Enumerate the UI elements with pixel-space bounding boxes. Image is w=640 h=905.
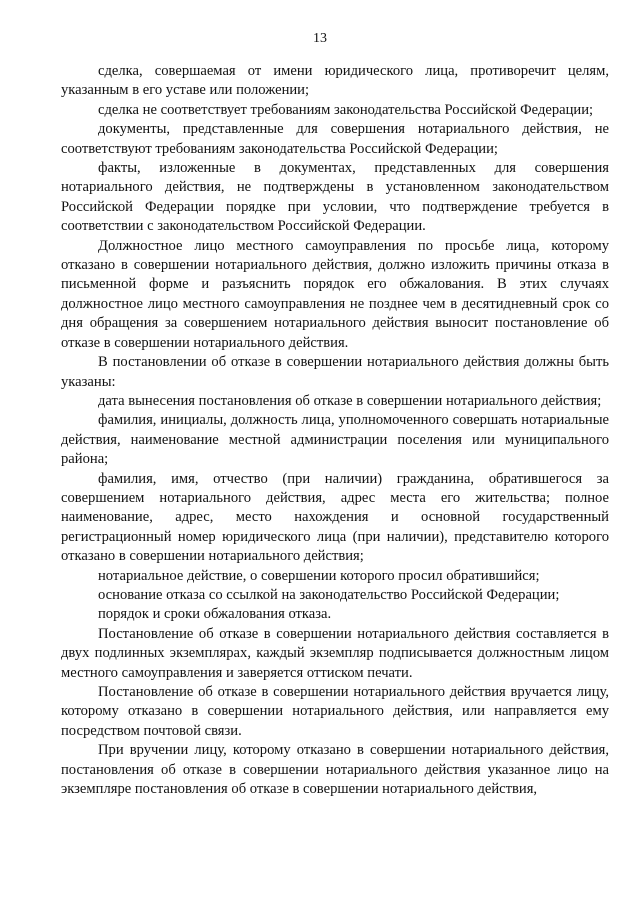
paragraph-item-appeal: порядок и сроки обжалования отказа.: [98, 606, 332, 623]
paragraph-item-applicant: фамилия, имя, отчество (при наличии) гражданина, обратившегося за совершением нотариального действия, адрес места его жительства; полное наименование, адрес, место нахождения и основной государственный регистрационный номер юридического лица (при наличии), представителю которого отказано в совершении нотариального действия;: [61, 470, 609, 565]
paragraph-condition-facts: факты, изложенные в документах, представленных для совершения нотариального действия, не подтверждены в установленном законодательством Российской Федерации порядке при условии, что подтверждение требуется в соответствии с законодательством Российской Федерации.: [61, 160, 609, 235]
paragraph-delivery: Постановление об отказе в совершении нотариального действия вручается лицу, которому отказано в совершении нотариального действия, или направляется ему посредством почтовой связи.: [61, 684, 609, 739]
paragraph-condition-contradicts-charter: сделка, совершаемая от имени юридического лица, противоречит целям, указанным в его уставе или положении;: [61, 63, 609, 99]
paragraph-condition-documents: документы, представленные для совершения нотариального действия, не соответствуют требованиям законодательства Российской Федерации;: [61, 121, 609, 157]
paragraph-handover: При вручении лицу, которому отказано в совершении нотариального действия, постановления об отказе в совершении нотариального действия указанное лицо на экземпляре постановления об отказе в совершении нотариального действия,: [61, 742, 609, 798]
page-number: 13: [313, 31, 327, 46]
paragraph-item-grounds: основание отказа со ссылкой на законодательство Российской Федерации;: [98, 586, 560, 603]
paragraph-official-duty: Должностное лицо местного самоуправления по просьбе лица, которому отказано в совершении нотариального действия, должно изложить причины отказа в письменной форме и разъяснить порядок его обжалования. В этих случаях должностное лицо местного самоуправления не позднее чем в десятидневный срок со дня обращения за совершением нотариального действия выносит постановление об отказе в совершении нотариального действия.: [61, 237, 609, 351]
paragraph-condition-not-compliant: сделка не соответствует требованиям законодательства Российской Федерации;: [98, 101, 594, 118]
paragraph-copies: Постановление об отказе в совершении нотариального действия составляется в двух подлинных экземплярах, каждый экземпляр подписывается должностным лицом местного самоуправления и заверяется оттиском печати.: [61, 625, 609, 681]
paragraph-item-action: нотариальное действие, о совершении которого просил обратившийся;: [98, 567, 540, 584]
paragraph-decision-contents-intro: В постановлении об отказе в совершении нотариального действия должны быть указаны:: [61, 354, 609, 390]
document-body: [61, 62, 609, 799]
paragraph-item-official: фамилия, инициалы, должность лица, уполномоченного совершать нотариальные действия, наименование местной администрации поселения или муниципального района;: [61, 412, 609, 468]
paragraph-item-date: дата вынесения постановления об отказе в совершении нотариального действия;: [98, 392, 602, 409]
